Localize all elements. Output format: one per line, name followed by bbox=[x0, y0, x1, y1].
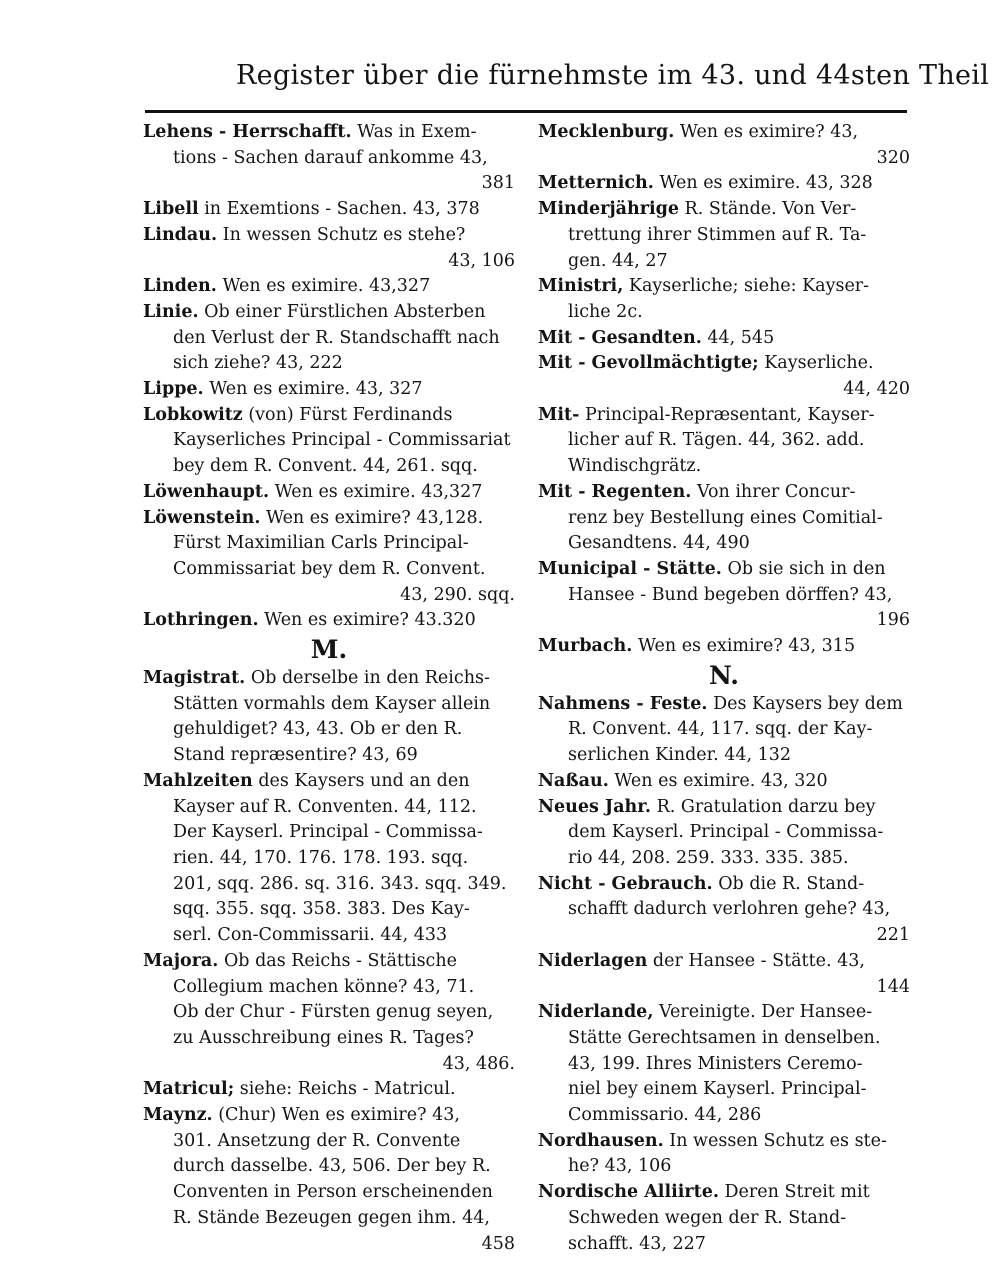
running-head: Register über die fürnehmste im 43. und 44sten Theil bbox=[236, 60, 990, 91]
entry-line: Commissariat bey dem R. Convent. bbox=[173, 558, 486, 579]
index-entry bbox=[538, 634, 910, 660]
entry-line: rio 44, 208. 259. 333. 335. 385. bbox=[568, 847, 849, 868]
entry-text: (von) Fürst Ferdinands bbox=[248, 404, 453, 425]
index-entry bbox=[538, 1180, 910, 1257]
entry-line: sqq. 355. sqq. 358. 383. Des Kay- bbox=[173, 899, 470, 920]
entry-heading: Mahlzeiten bbox=[143, 770, 253, 791]
entry-text: Ob sie sich in den bbox=[727, 558, 886, 579]
section-letter: M. bbox=[310, 635, 348, 665]
entry-text: Von ihrer Concur- bbox=[696, 481, 856, 502]
entry-text: Wen es eximire? 43.320 bbox=[264, 610, 476, 631]
index-entry bbox=[538, 795, 910, 872]
entry-heading: Lippe. bbox=[143, 379, 204, 400]
entry-text: Ob die R. Stand- bbox=[718, 873, 865, 894]
entry-heading: Nicht - Gebrauch. bbox=[538, 873, 713, 894]
entry-continuation bbox=[538, 1026, 910, 1129]
index-entry bbox=[143, 769, 515, 949]
entry-line: bey dem R. Convent. 44, 261. sqq. bbox=[173, 456, 478, 477]
entry-line: sich ziehe? 43, 222 bbox=[173, 353, 343, 374]
entry-text: Was in Exem- bbox=[357, 122, 477, 142]
entry-heading: Murbach. bbox=[538, 636, 633, 657]
entry-heading: Nordische Alliirte. bbox=[538, 1182, 719, 1203]
index-entry bbox=[538, 171, 910, 197]
entry-first-line bbox=[538, 557, 910, 583]
entry-first-line bbox=[143, 608, 515, 634]
entry-line: Stand repræsentire? 43, 69 bbox=[173, 745, 418, 766]
entry-first-line bbox=[538, 692, 910, 718]
index-entry bbox=[143, 666, 515, 769]
entry-first-line bbox=[538, 872, 910, 898]
entry-continuation bbox=[143, 531, 515, 608]
entry-line: Conventen in Person erscheinenden bbox=[173, 1182, 493, 1203]
entry-heading: Mit - Gesandten. bbox=[538, 327, 702, 348]
index-entry bbox=[538, 403, 910, 480]
entry-first-line bbox=[538, 120, 910, 146]
entry-heading: Mit - Regenten. bbox=[538, 481, 692, 502]
entry-first-line bbox=[538, 351, 910, 377]
entry-heading: Niderlande, bbox=[538, 1002, 654, 1023]
entry-line: Ob der Chur - Fürsten genug seyen, bbox=[173, 1002, 494, 1023]
entry-first-line bbox=[538, 171, 910, 197]
index-entry bbox=[538, 872, 910, 949]
entry-continuation bbox=[143, 692, 515, 769]
entry-line: Hansee - Bund begeben dörffen? 43, bbox=[568, 584, 893, 605]
index-entry bbox=[538, 197, 910, 274]
entry-heading: Löwenstein. bbox=[143, 507, 261, 528]
entry-line: R. Convent. 44, 117. sqq. der Kay- bbox=[568, 719, 873, 740]
entry-line: Collegium machen könne? 43, 71. bbox=[173, 976, 475, 997]
entry-continuation bbox=[538, 820, 910, 871]
entry-text: Deren Streit mit bbox=[724, 1182, 870, 1203]
page-reference: 221 bbox=[876, 925, 910, 946]
entry-first-line bbox=[143, 377, 515, 403]
entry-first-line bbox=[538, 795, 910, 821]
page-reference: 458 bbox=[481, 1233, 515, 1254]
entry-text: Wen es eximire? 43,128. bbox=[266, 507, 484, 528]
entry-line: R. Stände Bezeugen gegen ihm. 44, bbox=[173, 1207, 490, 1228]
entry-text: Kayserliche. bbox=[764, 353, 874, 374]
page-reference: 43, 106 bbox=[448, 250, 515, 271]
entry-line: he? 43, 106 bbox=[568, 1156, 672, 1177]
index-entry bbox=[143, 120, 515, 197]
index-entry bbox=[143, 274, 515, 300]
entry-line: Kayserliches Principal - Commissariat bbox=[173, 430, 511, 451]
entry-heading: Majora. bbox=[143, 950, 219, 971]
entry-line: rien. 44, 170. 176. 178. 193. sqq. bbox=[173, 847, 469, 868]
entry-continuation bbox=[538, 300, 910, 326]
page-reference: 320 bbox=[876, 147, 910, 168]
index-entry bbox=[143, 197, 515, 223]
entry-heading: Libell bbox=[143, 199, 199, 220]
entry-text: Wen es eximire. 43, 320 bbox=[614, 770, 828, 791]
entry-line: 43, 199. Ihres Ministers Ceremo- bbox=[568, 1053, 863, 1074]
entry-text: R. Gratulation darzu bey bbox=[656, 796, 876, 817]
index-entry bbox=[143, 1103, 515, 1257]
entry-text: In wessen Schutz es ste- bbox=[669, 1130, 887, 1151]
entry-continuation bbox=[538, 897, 910, 948]
entry-continuation bbox=[143, 326, 515, 377]
entry-first-line bbox=[538, 197, 910, 223]
entry-line: durch dasselbe. 43, 506. Der bey R. bbox=[173, 1156, 491, 1177]
entry-line: zu Ausschreibung eines R. Tages? bbox=[173, 1027, 474, 1048]
entry-heading: Lobkowitz bbox=[143, 404, 243, 425]
entry-first-line bbox=[538, 480, 910, 506]
entry-text: Ob einer Fürstlichen Absterben bbox=[204, 301, 486, 322]
entry-heading: Mit- bbox=[538, 404, 580, 425]
entry-heading: Linie. bbox=[143, 301, 199, 322]
index-entry bbox=[143, 506, 515, 609]
entry-line: Kayser auf R. Conventen. 44, 112. bbox=[173, 796, 477, 817]
entry-line: 201, sqq. 286. sq. 316. 343. sqq. 349. bbox=[173, 873, 507, 894]
entry-text: Wen es eximire. 43,327 bbox=[274, 481, 483, 502]
entry-first-line bbox=[538, 1180, 910, 1206]
entry-continuation bbox=[538, 717, 910, 768]
page-reference: 144 bbox=[876, 976, 910, 997]
entry-text: Wen es eximire? 43, 315 bbox=[637, 636, 856, 657]
entry-heading: Metternich. bbox=[538, 173, 654, 194]
index-entry bbox=[538, 1000, 910, 1129]
entry-continuation bbox=[143, 1129, 515, 1258]
entry-continuation bbox=[538, 583, 910, 634]
entry-line: tions - Sachen darauf ankomme 43, bbox=[173, 147, 488, 168]
entry-first-line bbox=[143, 197, 515, 223]
entry-continuation bbox=[143, 428, 515, 479]
index-entry bbox=[143, 608, 515, 634]
index-entry bbox=[538, 692, 910, 769]
entry-line: Fürst Maximilian Carls Principal- bbox=[173, 533, 469, 554]
entry-line: den Verlust der R. Standschafft nach bbox=[173, 327, 500, 348]
entry-text: Ob derselbe in den Reichs- bbox=[250, 668, 490, 689]
index-entry bbox=[538, 120, 910, 171]
entry-heading: Matricul; bbox=[143, 1079, 235, 1100]
page-reference: 196 bbox=[876, 610, 910, 631]
entry-heading: Maynz. bbox=[143, 1105, 213, 1126]
page-reference: 44, 420 bbox=[843, 379, 910, 400]
entry-heading: Nordhausen. bbox=[538, 1130, 664, 1151]
entry-first-line bbox=[538, 769, 910, 795]
entry-line: gen. 44, 27 bbox=[568, 250, 668, 271]
entry-continuation bbox=[538, 377, 910, 403]
index-entry bbox=[538, 351, 910, 402]
entry-text: Wen es eximire. 43, 327 bbox=[209, 379, 423, 400]
entry-first-line bbox=[143, 223, 515, 249]
entry-heading: Lehens - Herrschafft. bbox=[143, 122, 352, 142]
entry-first-line bbox=[538, 1129, 910, 1155]
entry-heading: Nahmens - Feste. bbox=[538, 693, 708, 714]
entry-continuation bbox=[143, 249, 515, 275]
index-entry bbox=[538, 1129, 910, 1180]
entry-line: Stätten vormahls dem Kayser allein bbox=[173, 693, 491, 714]
entry-first-line bbox=[143, 769, 515, 795]
entry-heading: Neues Jahr. bbox=[538, 796, 651, 817]
entry-first-line bbox=[538, 949, 910, 975]
entry-line: schafft. 43, 227 bbox=[568, 1233, 706, 1254]
entry-text: 44, 545 bbox=[707, 327, 775, 348]
page-reference: 381 bbox=[481, 173, 515, 194]
entry-text: des Kaysers und an den bbox=[258, 770, 470, 791]
page-reference: 43, 486. bbox=[442, 1053, 515, 1074]
entry-text: Kayserliche; siehe: Kayser- bbox=[628, 276, 870, 297]
index-entry bbox=[538, 274, 910, 325]
entry-first-line bbox=[143, 1077, 515, 1103]
index-entry bbox=[143, 480, 515, 506]
entry-line: trettung ihrer Stimmen auf R. Ta- bbox=[568, 224, 867, 245]
entry-line: liche 2c. bbox=[568, 301, 643, 322]
index-entry bbox=[143, 223, 515, 274]
entry-first-line bbox=[143, 666, 515, 692]
entry-line: Stätte Gerechtsamen in denselben. bbox=[568, 1027, 881, 1048]
entry-line: gehuldiget? 43, 43. Ob er den R. bbox=[173, 719, 463, 740]
entry-first-line bbox=[143, 1103, 515, 1129]
header-rule bbox=[145, 110, 907, 113]
index-column-right bbox=[538, 120, 910, 1257]
entry-first-line bbox=[538, 326, 910, 352]
index-entry bbox=[538, 557, 910, 634]
entry-line: serlichen Kinder. 44, 132 bbox=[568, 745, 792, 766]
entry-text: siehe: Reichs - Matricul. bbox=[239, 1079, 456, 1100]
entry-continuation bbox=[538, 146, 910, 172]
entry-continuation bbox=[538, 975, 910, 1001]
entry-text: der Hansee - Stätte. 43, bbox=[652, 950, 865, 971]
entry-continuation bbox=[538, 428, 910, 479]
entry-first-line bbox=[143, 949, 515, 975]
entry-heading: Linden. bbox=[143, 276, 217, 297]
entry-first-line bbox=[143, 300, 515, 326]
entry-heading: Löwenhaupt. bbox=[143, 481, 270, 502]
entry-continuation bbox=[538, 1154, 910, 1180]
entry-heading: Naßau. bbox=[538, 770, 609, 791]
entry-text: R. Stände. Von Ver- bbox=[684, 199, 857, 220]
entry-first-line bbox=[538, 634, 910, 660]
entry-line: Der Kayserl. Principal - Commissa- bbox=[173, 822, 483, 843]
entry-text: Des Kaysers bey dem bbox=[713, 693, 903, 714]
entry-text: in Exemtions - Sachen. 43, 378 bbox=[204, 199, 480, 220]
entry-line: Schweden wegen der R. Stand- bbox=[568, 1207, 847, 1228]
entry-heading: Mit - Gevollmächtigte; bbox=[538, 353, 759, 374]
entry-line: niel bey einem Kayserl. Principal- bbox=[568, 1079, 867, 1100]
page-reference: 43, 290. sqq. bbox=[400, 584, 515, 605]
index-entry bbox=[538, 480, 910, 557]
entry-continuation bbox=[143, 975, 515, 1078]
entry-text: Wen es eximire? 43, bbox=[679, 122, 859, 142]
entry-first-line bbox=[538, 274, 910, 300]
entry-line: Gesandtens. 44, 490 bbox=[568, 533, 750, 554]
index-entry bbox=[143, 377, 515, 403]
entry-line: renz bey Bestellung eines Comitial- bbox=[568, 507, 883, 528]
index-column-left bbox=[143, 120, 515, 1257]
entry-line: licher auf R. Tägen. 44, 362. add. bbox=[568, 430, 865, 451]
entry-first-line bbox=[143, 403, 515, 429]
entry-first-line bbox=[143, 480, 515, 506]
entry-heading: Ministri, bbox=[538, 276, 624, 297]
entry-first-line bbox=[143, 120, 515, 146]
entry-text: (Chur) Wen es eximire? 43, bbox=[218, 1105, 460, 1126]
entry-line: Windischgrätz. bbox=[568, 456, 702, 477]
entry-first-line bbox=[143, 506, 515, 532]
index-entry bbox=[538, 326, 910, 352]
index-entry bbox=[538, 949, 910, 1000]
entry-line: serl. Con-Commissarii. 44, 433 bbox=[173, 925, 448, 946]
index-entry bbox=[143, 949, 515, 1078]
entry-line: dem Kayserl. Principal - Commissa- bbox=[568, 822, 884, 843]
entry-text: Wen es eximire. 43, 328 bbox=[659, 173, 873, 194]
entry-line: 301. Ansetzung der R. Convente bbox=[173, 1130, 461, 1151]
entry-line: Commissario. 44, 286 bbox=[568, 1105, 762, 1126]
entry-first-line bbox=[538, 403, 910, 429]
entry-heading: Magistrat. bbox=[143, 668, 246, 689]
entry-text: In wessen Schutz es stehe? bbox=[222, 224, 466, 245]
entry-heading: Lindau. bbox=[143, 224, 218, 245]
entry-first-line bbox=[538, 1000, 910, 1026]
entry-text: Principal-Repræsentant, Kayser- bbox=[584, 404, 875, 425]
entry-continuation bbox=[538, 1206, 910, 1257]
section-letter: N. bbox=[709, 660, 739, 690]
index-entry bbox=[143, 300, 515, 377]
entry-continuation bbox=[538, 223, 910, 274]
entry-first-line bbox=[143, 274, 515, 300]
entry-line: schafft dadurch verlohren gehe? 43, bbox=[568, 899, 891, 920]
entry-text: Wen es eximire. 43,327 bbox=[222, 276, 431, 297]
entry-heading: Municipal - Stätte. bbox=[538, 558, 722, 579]
entry-heading: Minderjährige bbox=[538, 199, 679, 220]
entry-continuation bbox=[538, 506, 910, 557]
entry-text: Ob das Reichs - Stättische bbox=[223, 950, 457, 971]
entry-heading: Lothringen. bbox=[143, 610, 259, 631]
entry-continuation bbox=[143, 795, 515, 949]
entry-heading: Mecklenburg. bbox=[538, 122, 675, 142]
entry-continuation bbox=[143, 146, 515, 197]
index-entry bbox=[143, 403, 515, 480]
index-entry bbox=[143, 1077, 515, 1103]
index-entry bbox=[538, 769, 910, 795]
entry-text: Vereinigte. Der Hansee- bbox=[659, 1002, 873, 1023]
entry-heading: Niderlagen bbox=[538, 950, 648, 971]
